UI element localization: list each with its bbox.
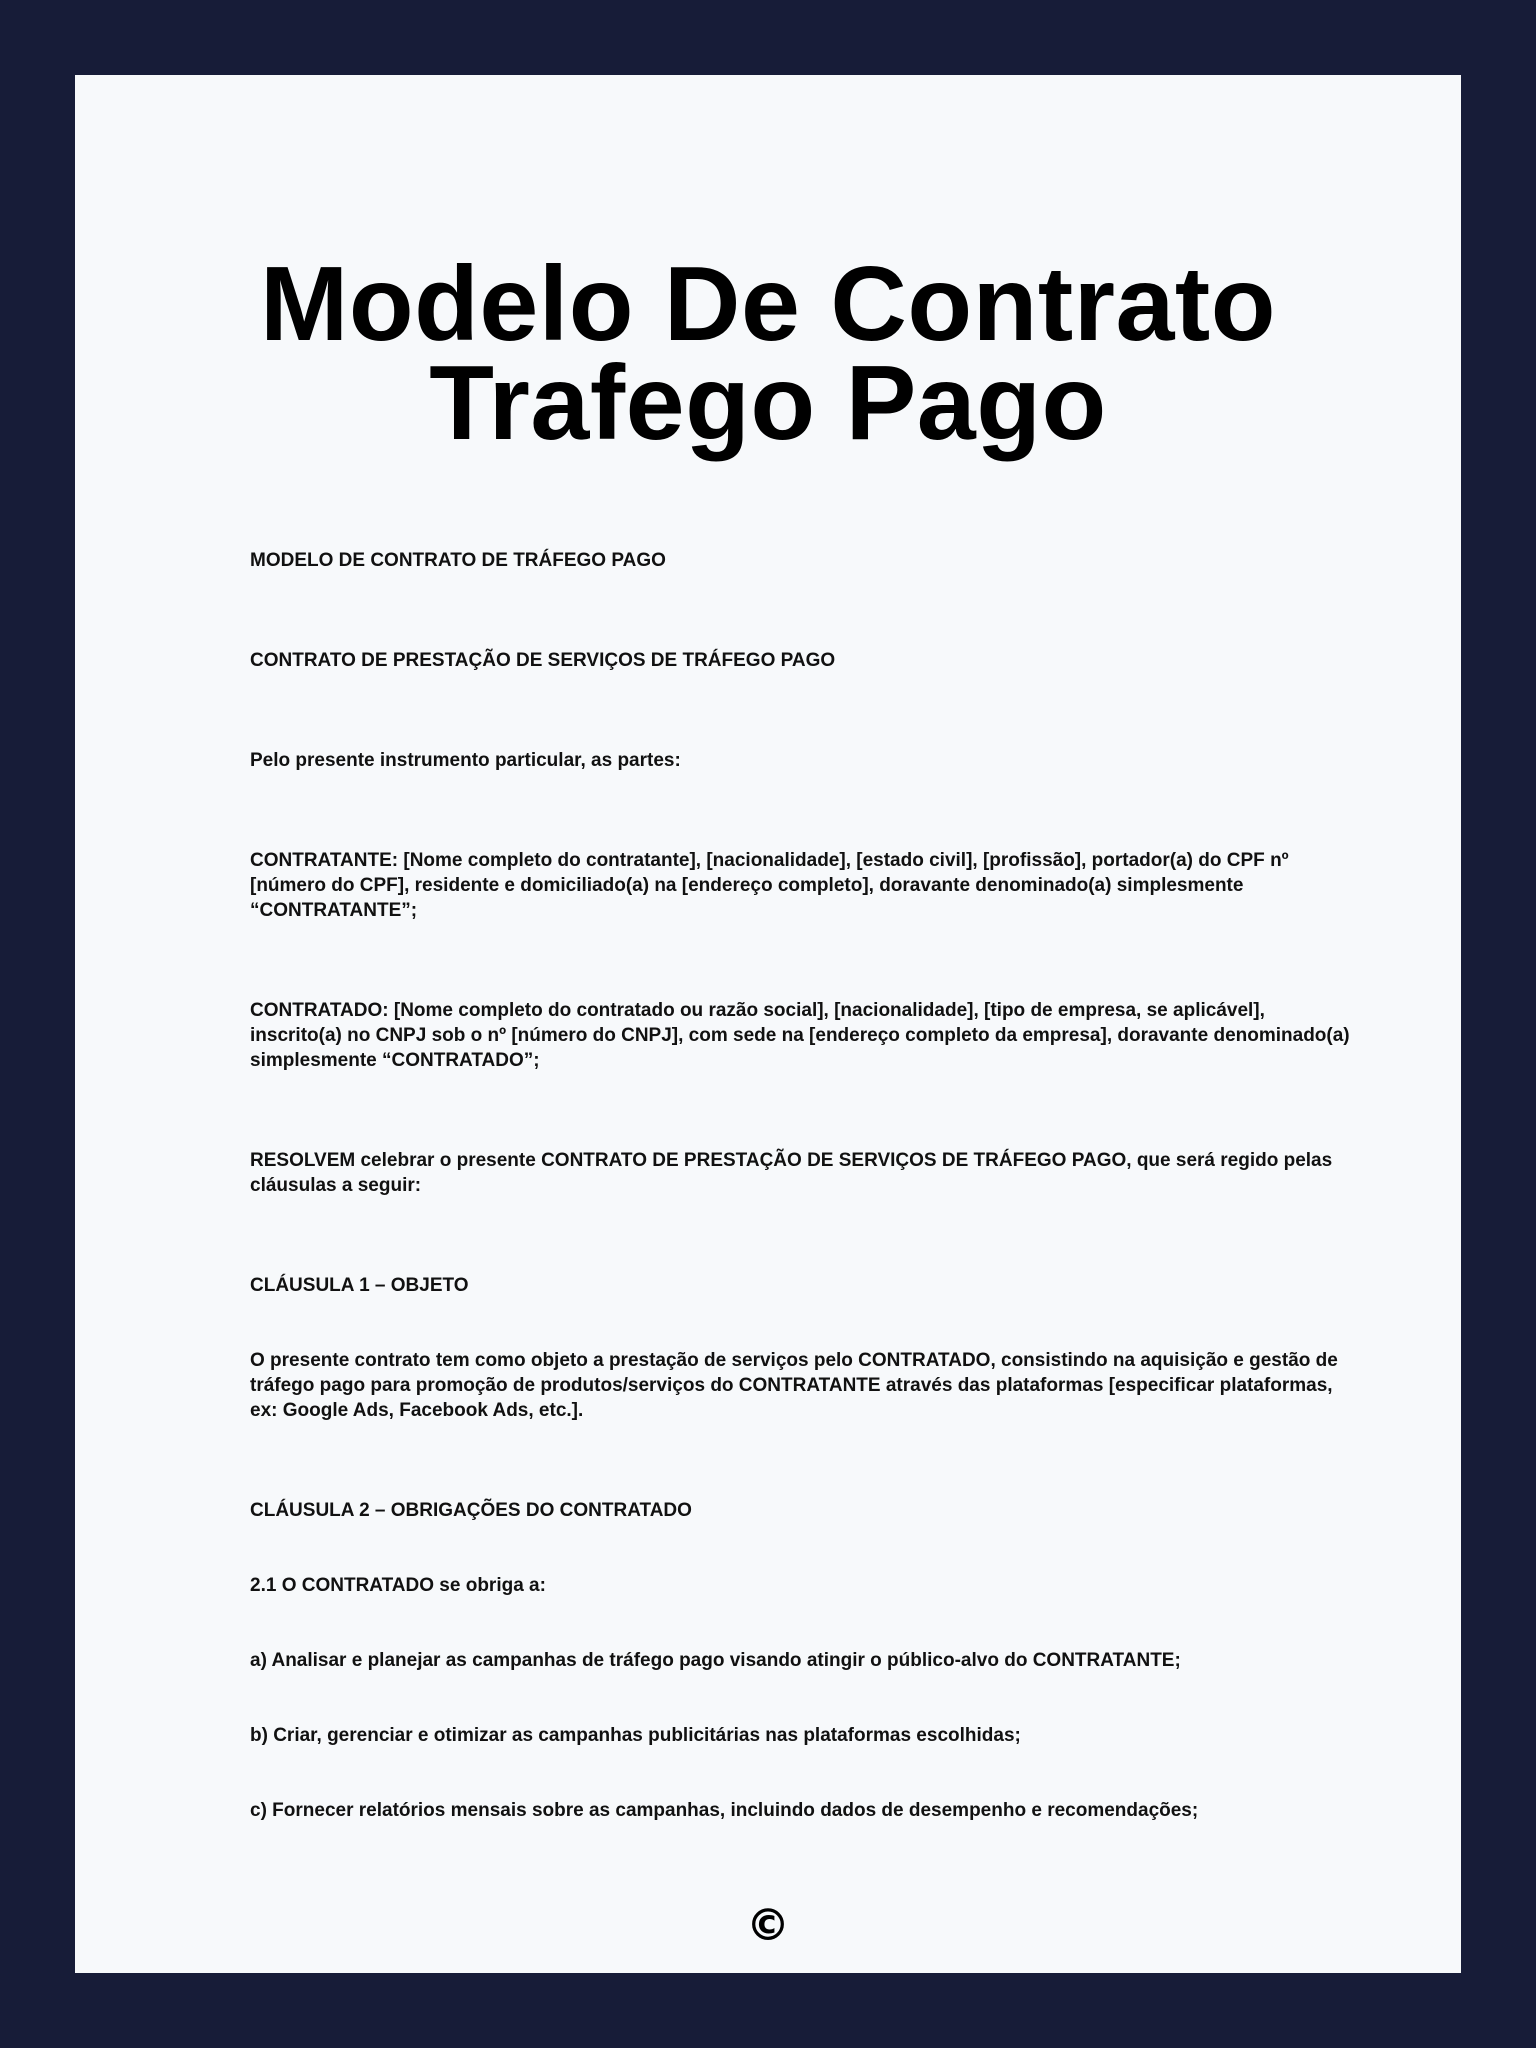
clause-2-heading: CLÁUSULA 2 – OBRIGAÇÕES DO CONTRATADO [250,1500,692,1521]
clause-2-1: 2.1 O CONTRATADO se obriga a: [250,1575,546,1596]
clause-1-text: O presente contrato tem como objeto a prestação de serviços pelo CONTRATADO, consistindo na aquisição e gestão de tráfego pago para promoção de produtos/serviços do CONTRATANTE através das plataformas [especificar plataformas, ex: Google Ads, Facebook Ads, etc.]. [250,1350,1338,1421]
document-body [250,548,1350,1823]
paragraph-contratado: CONTRATADO: [Nome completo do contratado ou razão social], [nacionalidade], [tipo de empresa, se aplicável], inscrito(a) no CNPJ sob o nº [número do CNPJ], com sede na [endereço completo da empresa], doravante denominado(a) simplesmente “CONTRATADO”; [250,1000,1350,1071]
paragraph-contratante: CONTRATANTE: [Nome completo do contratante], [nacionalidade], [estado civil], [profissão], portador(a) do CPF nº [número do CPF], residente e domiciliado(a) na [endereço completo], doravante denominado(a) simplesmente “CONTRATANTE”; [250,850,1289,921]
clause-2-item-b: b) Criar, gerenciar e otimizar as campanhas publicitárias nas plataformas escolhidas; [250,1725,1021,1746]
paragraph-intro: Pelo presente instrumento particular, as partes: [250,750,681,771]
clause-2-item-a: a) Analisar e planejar as campanhas de tráfego pago visando atingir o público-alvo do CONTRATANTE; [250,1650,1181,1671]
document-page [75,75,1461,1973]
page-title: Modelo De Contrato Trafego Pago [260,245,1276,462]
copyright-icon: © [746,1900,790,1951]
paragraph-contract-title: CONTRATO DE PRESTAÇÃO DE SERVIÇOS DE TRÁFEGO PAGO [250,650,836,671]
paragraph-resolvem: RESOLVEM celebrar o presente CONTRATO DE PRESTAÇÃO DE SERVIÇOS DE TRÁFEGO PAGO, que será regido pelas cláusulas a seguir: [250,1150,1333,1196]
paragraph-heading: MODELO DE CONTRATO DE TRÁFEGO PAGO [250,550,666,571]
clause-2-item-c: c) Fornecer relatórios mensais sobre as campanhas, incluindo dados de desempenho e recomendações; [250,1800,1199,1821]
clause-1-heading: CLÁUSULA 1 – OBJETO [250,1275,469,1296]
